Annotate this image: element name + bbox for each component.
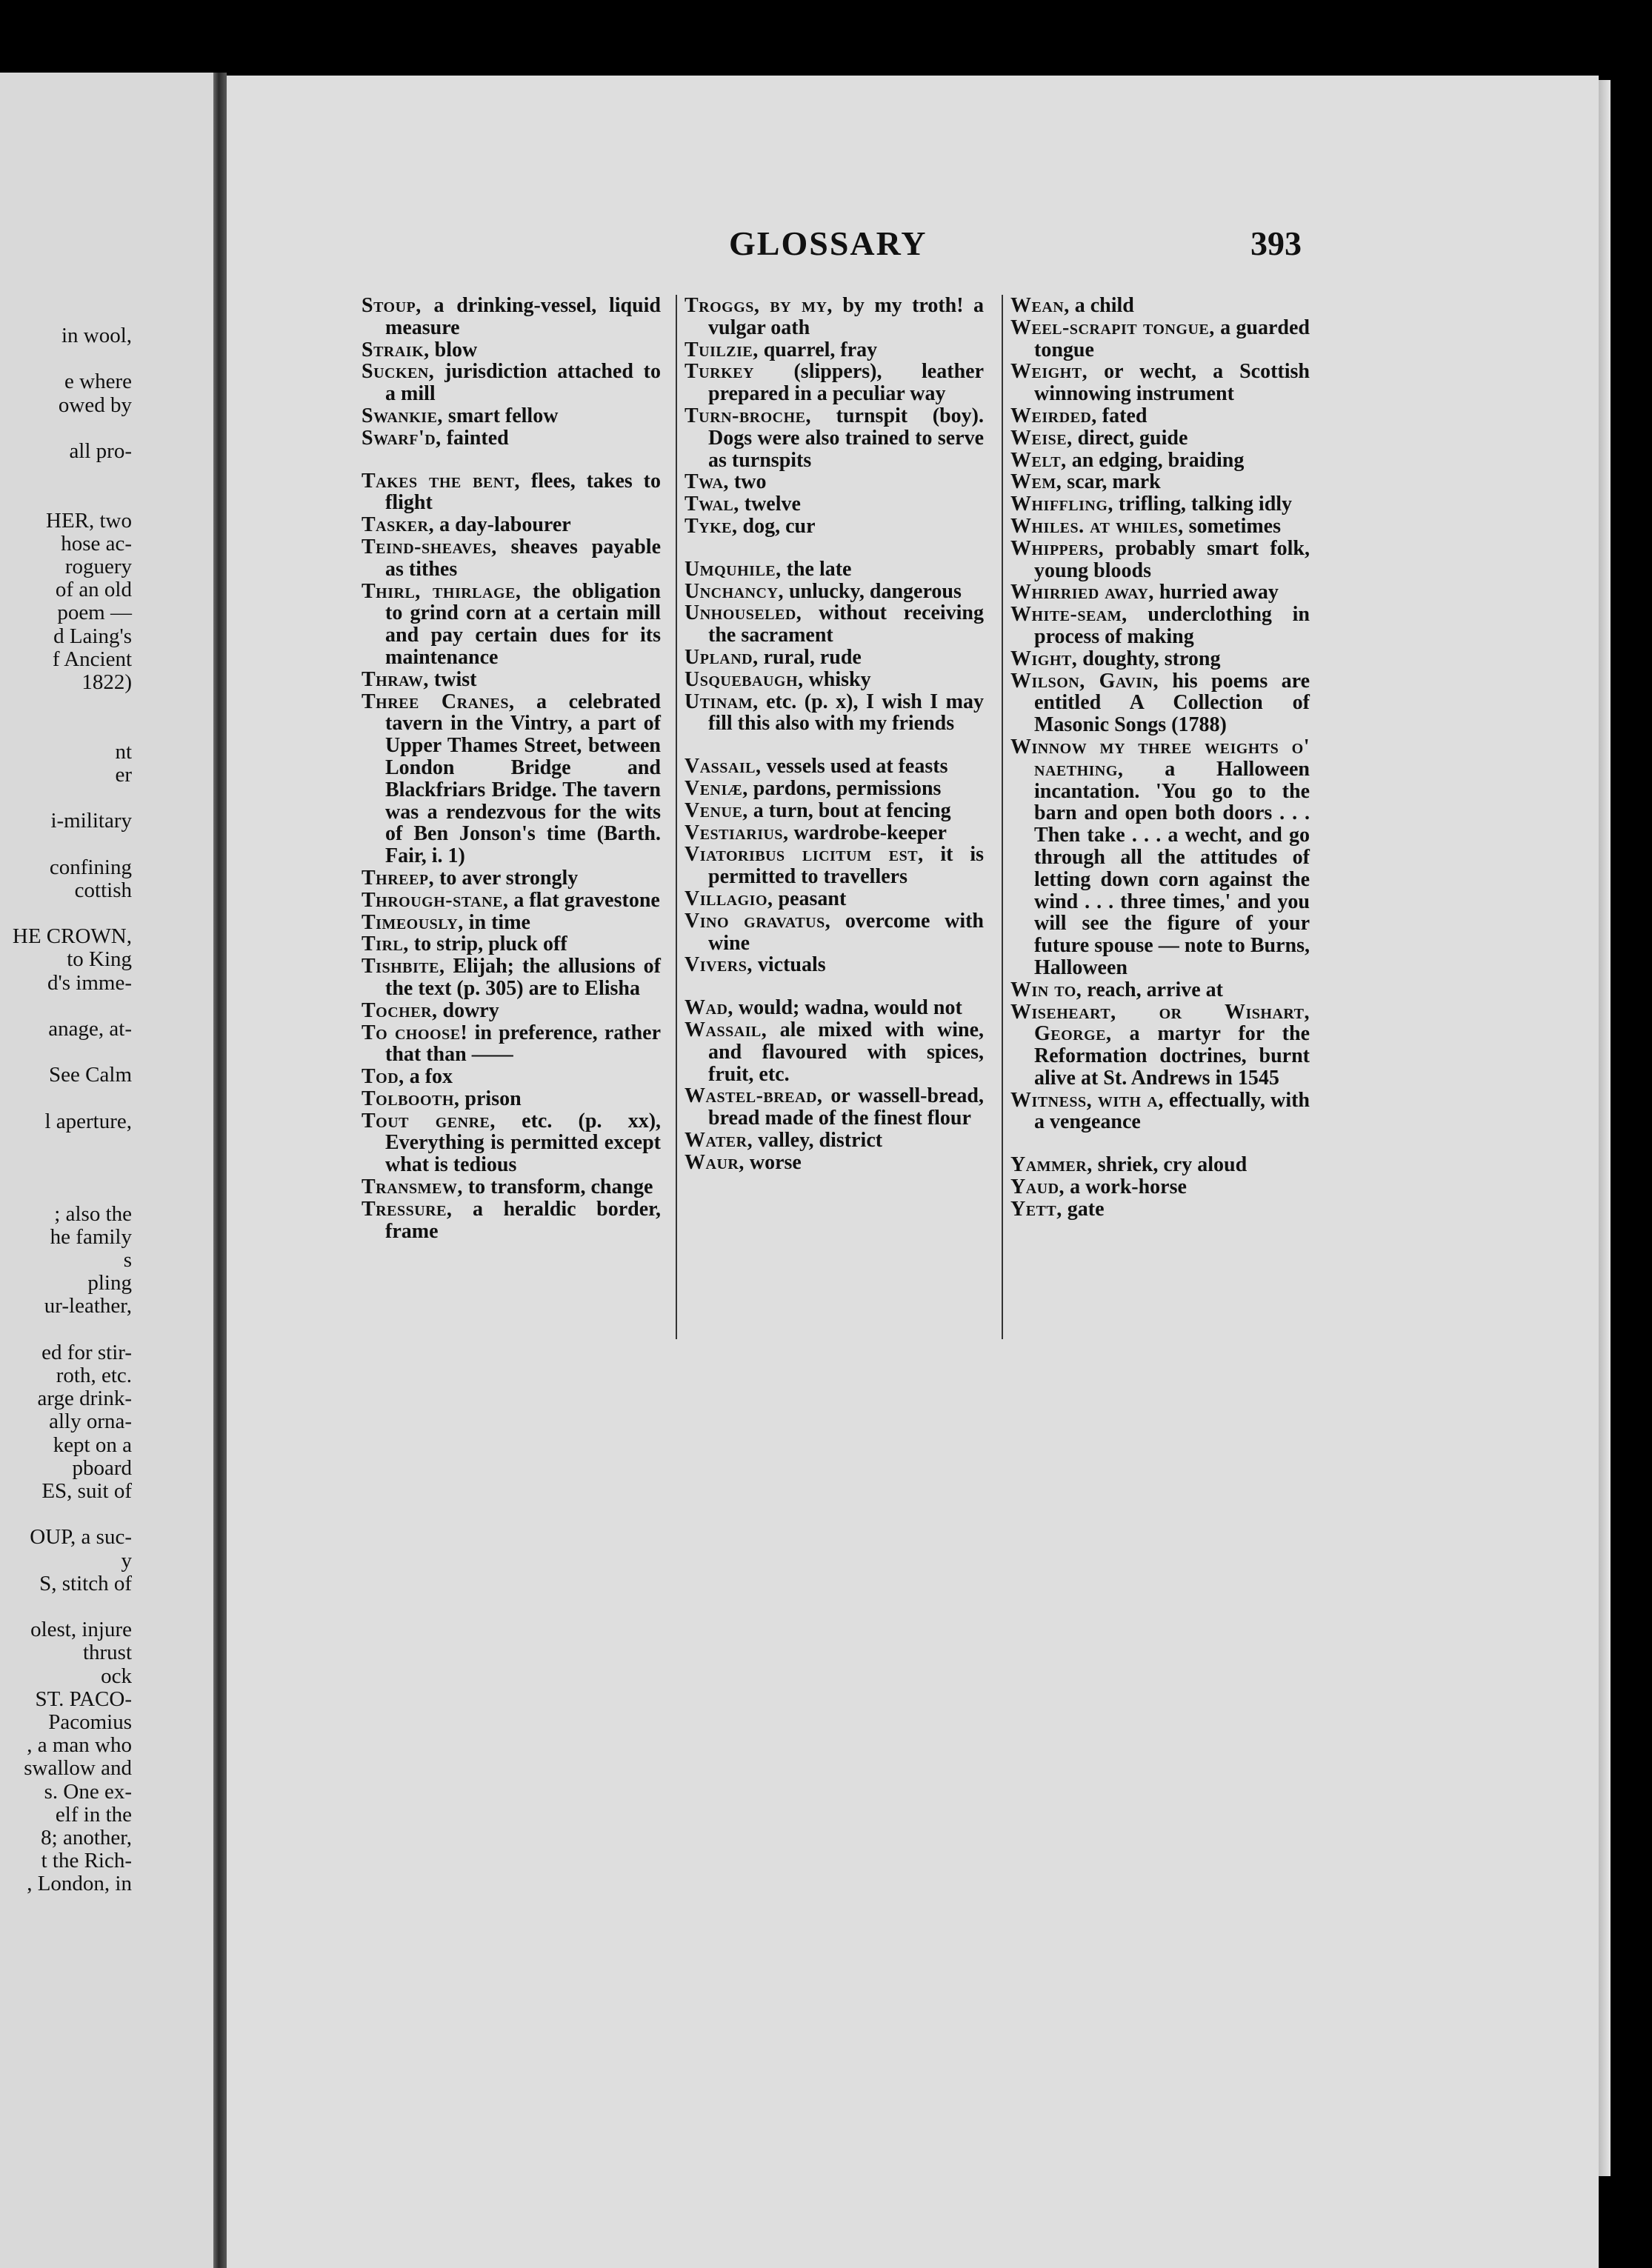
- glossary-entry: [685, 910, 984, 955]
- glossary-entry: [1010, 604, 1310, 648]
- glossary-entry: [685, 997, 984, 1019]
- definition: the late: [786, 557, 852, 581]
- headword: Unhouseled,: [685, 601, 802, 625]
- definition: pardons, permissions: [753, 776, 942, 800]
- facing-page-text: Pacomius: [48, 1710, 132, 1734]
- glossary-entry: [1010, 1176, 1310, 1198]
- definition: fainted: [446, 426, 509, 450]
- facing-page-text: s. One ex-: [44, 1779, 132, 1804]
- glossary-entry: [1010, 736, 1310, 979]
- facing-page-text: arge drink-: [37, 1387, 132, 1411]
- definition: peasant: [778, 887, 847, 910]
- definition: dowry: [442, 998, 499, 1022]
- headword: Viatoribus licitum est,: [685, 843, 924, 867]
- facing-page-text: HER, two: [46, 508, 132, 533]
- headword: Weel-scrapit tongue,: [1010, 316, 1215, 339]
- headword: Yaud,: [1010, 1175, 1065, 1199]
- headword: Yammer,: [1010, 1153, 1093, 1177]
- headword: Witness, with a,: [1010, 1088, 1164, 1112]
- glossary-entry: [362, 1088, 661, 1110]
- headword: Umquhile,: [685, 557, 782, 581]
- definition: dog, cur: [742, 514, 816, 538]
- definition: valley, district: [758, 1128, 883, 1152]
- facing-page-text: of an old: [55, 578, 132, 602]
- definition: turnspit (boy). Dogs were also trained to serve as turnspits: [708, 404, 984, 472]
- glossary-entry: [685, 756, 984, 778]
- definition: sometimes: [1188, 514, 1281, 538]
- glossary-entry: [362, 890, 661, 912]
- facing-page-text: poem —: [57, 601, 132, 625]
- definition: gate: [1067, 1197, 1105, 1221]
- glossary-entry: [362, 339, 661, 361]
- glossary-entry: [362, 1176, 661, 1198]
- facing-page-text: S, stitch of: [39, 1571, 132, 1595]
- glossary-entry: [362, 933, 661, 955]
- headword: Tolbooth,: [362, 1087, 460, 1110]
- headword: Stoup,: [362, 294, 422, 317]
- glossary-entry: [1010, 405, 1310, 427]
- headword: Transmew,: [362, 1175, 463, 1199]
- headword: To choose!: [362, 1021, 468, 1044]
- glossary-entry: [362, 536, 661, 581]
- facing-page-fragment: [0, 73, 215, 2268]
- glossary-entry: [362, 405, 661, 427]
- headword: Tod,: [362, 1065, 404, 1089]
- headword: Tressure,: [362, 1197, 453, 1221]
- headword: Villagio,: [685, 887, 773, 910]
- column-rule: [676, 295, 677, 1339]
- headword: Welt,: [1010, 448, 1067, 472]
- definition: vessels used at feasts: [766, 755, 948, 778]
- glossary-entry: [685, 800, 984, 822]
- definition: effectually, with a vengeance: [1034, 1088, 1310, 1134]
- headword: Wight,: [1010, 647, 1078, 670]
- facing-page-text: ur-leather,: [44, 1294, 132, 1318]
- headword: Weight,: [1010, 360, 1088, 384]
- facing-page-text: er: [115, 762, 132, 787]
- glossary-entry: [685, 778, 984, 800]
- glossary-entry: [685, 1130, 984, 1152]
- headword: Venue,: [685, 798, 748, 822]
- facing-page-text: See Calm: [49, 1063, 132, 1087]
- definition: probably smart folk, young bloods: [1034, 536, 1310, 582]
- definition: or wecht, a Scottish winnowing instrument: [1034, 360, 1310, 406]
- headword: Usquebaugh,: [685, 667, 804, 691]
- facing-page-text: ally orna-: [49, 1410, 132, 1434]
- glossary-entry: [362, 1022, 661, 1067]
- definition: rural, rude: [763, 645, 862, 669]
- definition: victuals: [757, 953, 826, 977]
- facing-page-text: owed by: [58, 393, 132, 417]
- headword: Tirl,: [362, 933, 409, 956]
- headword: Tocher,: [362, 998, 438, 1022]
- definition: to aver strongly: [439, 866, 579, 890]
- definition: prison: [464, 1087, 522, 1110]
- definition: a drinking-vessel, liquid measure: [385, 294, 661, 339]
- headword: Twal,: [685, 493, 739, 516]
- definition: etc. (p. x), I wish I may fill this also with my friends: [708, 690, 984, 736]
- glossary-entry: [685, 691, 984, 736]
- glossary-entry: [685, 669, 984, 691]
- headword: Straik,: [362, 338, 430, 361]
- glossary-entry: [1010, 1001, 1310, 1090]
- definition: a martyr for the Reformation doctrines, burnt alive at St. Andrews in 1545: [1034, 1022, 1310, 1090]
- definition: direct, guide: [1077, 426, 1188, 450]
- headword: Upland,: [685, 645, 759, 669]
- facing-page-text: 1822): [81, 670, 132, 694]
- glossary-entry: [1010, 1090, 1310, 1134]
- glossary-entry: [362, 955, 661, 1000]
- definition: twist: [433, 667, 477, 691]
- definition: doughty, strong: [1082, 647, 1221, 670]
- definition: flees, takes to flight: [385, 469, 662, 515]
- glossary-entry: [362, 867, 661, 890]
- headword: Water,: [685, 1128, 753, 1152]
- headword: Swankie,: [362, 404, 443, 427]
- headword: Turkey: [685, 360, 754, 384]
- definition: twelve: [744, 493, 801, 516]
- facing-page-text: hose ac-: [61, 531, 132, 556]
- headword: Wilson, Gavin,: [1010, 669, 1159, 693]
- headword: Thraw,: [362, 667, 429, 691]
- running-head: GLOSSARY: [729, 224, 927, 262]
- glossary-entry: [1010, 1198, 1310, 1221]
- definition: unlucky, dangerous: [788, 579, 962, 603]
- definition: would; wadna, would not: [738, 996, 962, 1020]
- headword: Teind-sheaves,: [362, 535, 497, 558]
- headword: Weirded,: [1010, 404, 1097, 427]
- glossary-entry: [685, 844, 984, 888]
- facing-page-text: t the Rich-: [41, 1849, 132, 1873]
- facing-page-text: all pro-: [69, 439, 132, 463]
- headword: Timeously,: [362, 910, 464, 934]
- headword: Wiseheart, or Wishart, George,: [1010, 1000, 1310, 1046]
- definition: a turn, bout at fencing: [753, 798, 951, 822]
- headword: Thirl, thirlage,: [362, 579, 522, 603]
- headword: Turn-broche,: [685, 404, 812, 427]
- headword: Wastel-bread,: [685, 1084, 823, 1108]
- glossary-entry: [1010, 1154, 1310, 1176]
- glossary-entry: [362, 361, 661, 405]
- headword: Swarf'd,: [362, 426, 442, 450]
- headword: Utinam,: [685, 690, 759, 713]
- definition: jurisdiction attached to a mill: [385, 360, 661, 406]
- definition: shriek, cry aloud: [1097, 1153, 1248, 1177]
- headword: Wean,: [1010, 294, 1070, 317]
- glossary-entry: [1010, 648, 1310, 670]
- facing-page-text: , a man who: [27, 1733, 132, 1758]
- scan-speck: [1030, 18, 1045, 31]
- definition: a celebrated tavern in the Vintry, a part of Upper Thames Street, between London Bridge and Blackfriars Bridge. The tavern was a rendezvous for the wits of Ben Jonson's time (Barth. Fair, i. 1): [385, 690, 661, 868]
- headword: Three Cranes,: [362, 690, 515, 713]
- facing-page-text: d's imme-: [47, 970, 132, 995]
- definition: fated: [1102, 404, 1148, 427]
- glossary-entry: [685, 954, 984, 976]
- definition: overcome with wine: [708, 909, 984, 955]
- facing-page-text: in wool,: [61, 324, 132, 347]
- definition: a work-horse: [1070, 1175, 1187, 1199]
- headword: Threep,: [362, 866, 435, 890]
- glossary-entry: [1010, 361, 1310, 405]
- facing-page-text: cottish: [74, 878, 132, 902]
- definition: hurried away: [1159, 581, 1279, 604]
- glossary-entry: [362, 295, 661, 339]
- facing-page-text: to King: [67, 947, 132, 972]
- facing-page-text: OUP, a suc-: [30, 1525, 132, 1550]
- headword: Twa,: [685, 470, 729, 494]
- facing-page-text: l aperture,: [44, 1109, 132, 1133]
- glossary-entry: [362, 1000, 661, 1022]
- glossary-entry: [362, 470, 661, 515]
- facing-page-text: pling: [87, 1271, 132, 1295]
- glossary-entry: [362, 1110, 661, 1176]
- facing-page-text: ock: [101, 1664, 132, 1688]
- glossary-entry: [685, 602, 984, 647]
- definition: two: [733, 470, 767, 494]
- headword: Whiles. at whiles,: [1010, 514, 1184, 538]
- headword: Vino gravatus,: [685, 909, 831, 933]
- definition: smart fellow: [447, 404, 559, 427]
- definition: reach, arrive at: [1087, 978, 1224, 1001]
- facing-page-text: y: [121, 1548, 132, 1572]
- glossary-entry: [685, 295, 984, 339]
- definition: or wassell-bread, bread made of the finest flour: [708, 1084, 984, 1130]
- facing-page-text: e where: [64, 370, 132, 394]
- facing-page-text: ST. PACO-: [35, 1687, 132, 1711]
- glossary-entry: [685, 822, 984, 844]
- glossary-entry: [1010, 979, 1310, 1001]
- glossary-entry: [1010, 670, 1310, 736]
- glossary-entry: [685, 1019, 984, 1085]
- definition: whisky: [808, 667, 871, 691]
- definition: a day-labourer: [439, 513, 571, 537]
- facing-page-text: kept on a: [53, 1432, 132, 1457]
- glossary-entry: [685, 361, 984, 405]
- glossary-entry: [685, 339, 984, 361]
- glossary-column-2: [685, 295, 984, 1173]
- definition: underclothing in process of making: [1034, 603, 1310, 648]
- glossary-entry: [1010, 493, 1310, 516]
- glossary-entry: [1010, 427, 1310, 450]
- headword: White-seam,: [1010, 603, 1128, 627]
- definition: trifling, talking idly: [1118, 493, 1293, 516]
- glossary-entry: [1010, 295, 1310, 317]
- definition: by my troth! a vulgar oath: [708, 294, 984, 339]
- glossary-column-3: [1010, 295, 1310, 1221]
- facing-page-text: roguery: [64, 555, 132, 578]
- glossary-entry: [685, 647, 984, 669]
- definition: worse: [749, 1150, 802, 1174]
- headword: Tasker,: [362, 513, 435, 537]
- facing-page-text: HE CROWN,: [12, 924, 132, 949]
- headword: Takes the bent,: [362, 469, 521, 493]
- definition: in time: [468, 910, 530, 934]
- facing-page-text: pboard: [72, 1455, 132, 1480]
- definition: sheaves payable as tithes: [385, 535, 662, 581]
- definition: blow: [434, 338, 478, 361]
- definition: a guarded tongue: [1034, 316, 1310, 361]
- headword: Troggs, by my,: [685, 294, 833, 317]
- facing-page-text: swallow and: [24, 1756, 132, 1781]
- definition: to transform, change: [467, 1175, 653, 1199]
- headword: Veniæ,: [685, 776, 748, 800]
- definition: etc. (p. xx), Everything is permitted except what is tedious: [385, 1109, 662, 1177]
- facing-page-text: ES, suit of: [41, 1479, 132, 1503]
- glossary-entry: [685, 581, 984, 603]
- headword: Through-stane,: [362, 888, 509, 912]
- facing-page-text: olest, injure: [30, 1618, 132, 1642]
- definition: in preference, rather that than ——: [385, 1021, 661, 1067]
- glossary-entry: [685, 493, 984, 516]
- headword: Unchancy,: [685, 579, 784, 603]
- definition: to strip, pluck off: [413, 933, 567, 956]
- definition: wardrobe-keeper: [793, 821, 947, 844]
- glossary-entry: [1010, 450, 1310, 472]
- headword: Vivers,: [685, 953, 753, 977]
- facing-page-text: f Ancient: [52, 647, 132, 671]
- definition: a fox: [409, 1065, 453, 1089]
- facing-page-text: ed for stir-: [41, 1340, 132, 1364]
- definition: a Halloween incantation. 'You go to the barn and open both doors . . . Then take . . . a wecht, and go through all the attitudes of letting down corn against the wind . . . three times,' and you will see the figure of your future spouse — note to Burns, Halloween: [1034, 757, 1310, 979]
- facing-page-text: elf in the: [55, 1802, 132, 1827]
- definition: a child: [1074, 294, 1134, 317]
- definition: a flat gravestone: [513, 888, 660, 912]
- headword: Tuilzie,: [685, 338, 759, 361]
- headword: Winnow my three weights o' naething,: [1010, 735, 1310, 781]
- glossary-entry: [685, 558, 984, 581]
- glossary-entry: [362, 427, 661, 450]
- definition: (slippers), leather prepared in a peculiar way: [708, 360, 984, 406]
- glossary-entry: [1010, 317, 1310, 361]
- definition: an edging, braiding: [1071, 448, 1245, 472]
- headword: Whiffling,: [1010, 493, 1113, 516]
- headword: Weise,: [1010, 426, 1073, 450]
- definition: his poems are entitled A Collection of Masonic Songs (1788): [1034, 669, 1310, 737]
- glossary-entry: [1010, 471, 1310, 493]
- headword: Wem,: [1010, 470, 1062, 494]
- headword: Waur,: [685, 1150, 745, 1174]
- glossary-entry: [685, 1152, 984, 1174]
- headword: Wad,: [685, 996, 733, 1020]
- definition: it is permitted to travellers: [708, 843, 985, 889]
- glossary-entry: [362, 669, 661, 691]
- glossary-entry: [1010, 516, 1310, 538]
- glossary-entry: [685, 1085, 984, 1130]
- page-edge: [1599, 80, 1611, 2176]
- facing-page-text: i-military: [50, 809, 132, 833]
- facing-page-text: , London, in: [27, 1872, 132, 1896]
- glossary-entry: [685, 888, 984, 910]
- facing-page-text: nt: [115, 739, 132, 764]
- column-rule: [1002, 295, 1003, 1339]
- definition: ale mixed with wine, and flavoured with spices, fruit, etc.: [708, 1018, 984, 1086]
- glossary-entry: [1010, 581, 1310, 604]
- glossary-entry: [362, 691, 661, 867]
- facing-page-text: thrust: [82, 1641, 132, 1665]
- headword: Vassail,: [685, 755, 762, 778]
- glossary-entry: [362, 912, 661, 934]
- headword: Sucken,: [362, 360, 435, 384]
- headword: Wassail,: [685, 1018, 767, 1041]
- headword: Tout genre,: [362, 1109, 496, 1133]
- glossary-entry: [362, 581, 661, 669]
- book-gutter: [213, 73, 227, 2268]
- facing-page-text: ; also the: [54, 1201, 132, 1226]
- facing-page-text: he family: [50, 1224, 132, 1249]
- glossary-entry: [685, 405, 984, 471]
- headword: Win to,: [1010, 978, 1082, 1001]
- facing-page-text: 8; another,: [41, 1826, 132, 1850]
- headword: Whirried away,: [1010, 581, 1154, 604]
- headword: Whippers,: [1010, 536, 1105, 560]
- definition: scar, mark: [1067, 470, 1161, 494]
- facing-page-text: roth, etc.: [56, 1364, 132, 1387]
- facing-page-text: s: [123, 1248, 132, 1272]
- definition: a heraldic border, frame: [385, 1197, 662, 1243]
- headword: Yett,: [1010, 1197, 1062, 1221]
- glossary-entry: [685, 471, 984, 493]
- headword: Vestiarius,: [685, 821, 789, 844]
- glossary-entry: [362, 1066, 661, 1088]
- headword: Tyke,: [685, 514, 738, 538]
- headword: Tishbite,: [362, 955, 445, 978]
- glossary-column-1: [362, 295, 661, 1242]
- definition: Elijah; the allusions of the text (p. 305) are to Elisha: [385, 955, 661, 1000]
- definition: quarrel, fray: [763, 338, 878, 361]
- glossary-entry: [685, 516, 984, 538]
- facing-page-text: anage, at-: [48, 1017, 132, 1041]
- definition: the obligation to grind corn at a certain mill and pay certain dues for its maintenance: [385, 579, 661, 669]
- glossary-entry: [362, 514, 661, 536]
- glossary-entry: [1010, 538, 1310, 582]
- glossary-entry: [362, 1198, 661, 1243]
- definition: without receiving the sacrament: [708, 601, 984, 647]
- page-number: 393: [1250, 224, 1302, 262]
- facing-page-text: d Laing's: [53, 624, 132, 648]
- facing-page-text: confining: [49, 855, 132, 879]
